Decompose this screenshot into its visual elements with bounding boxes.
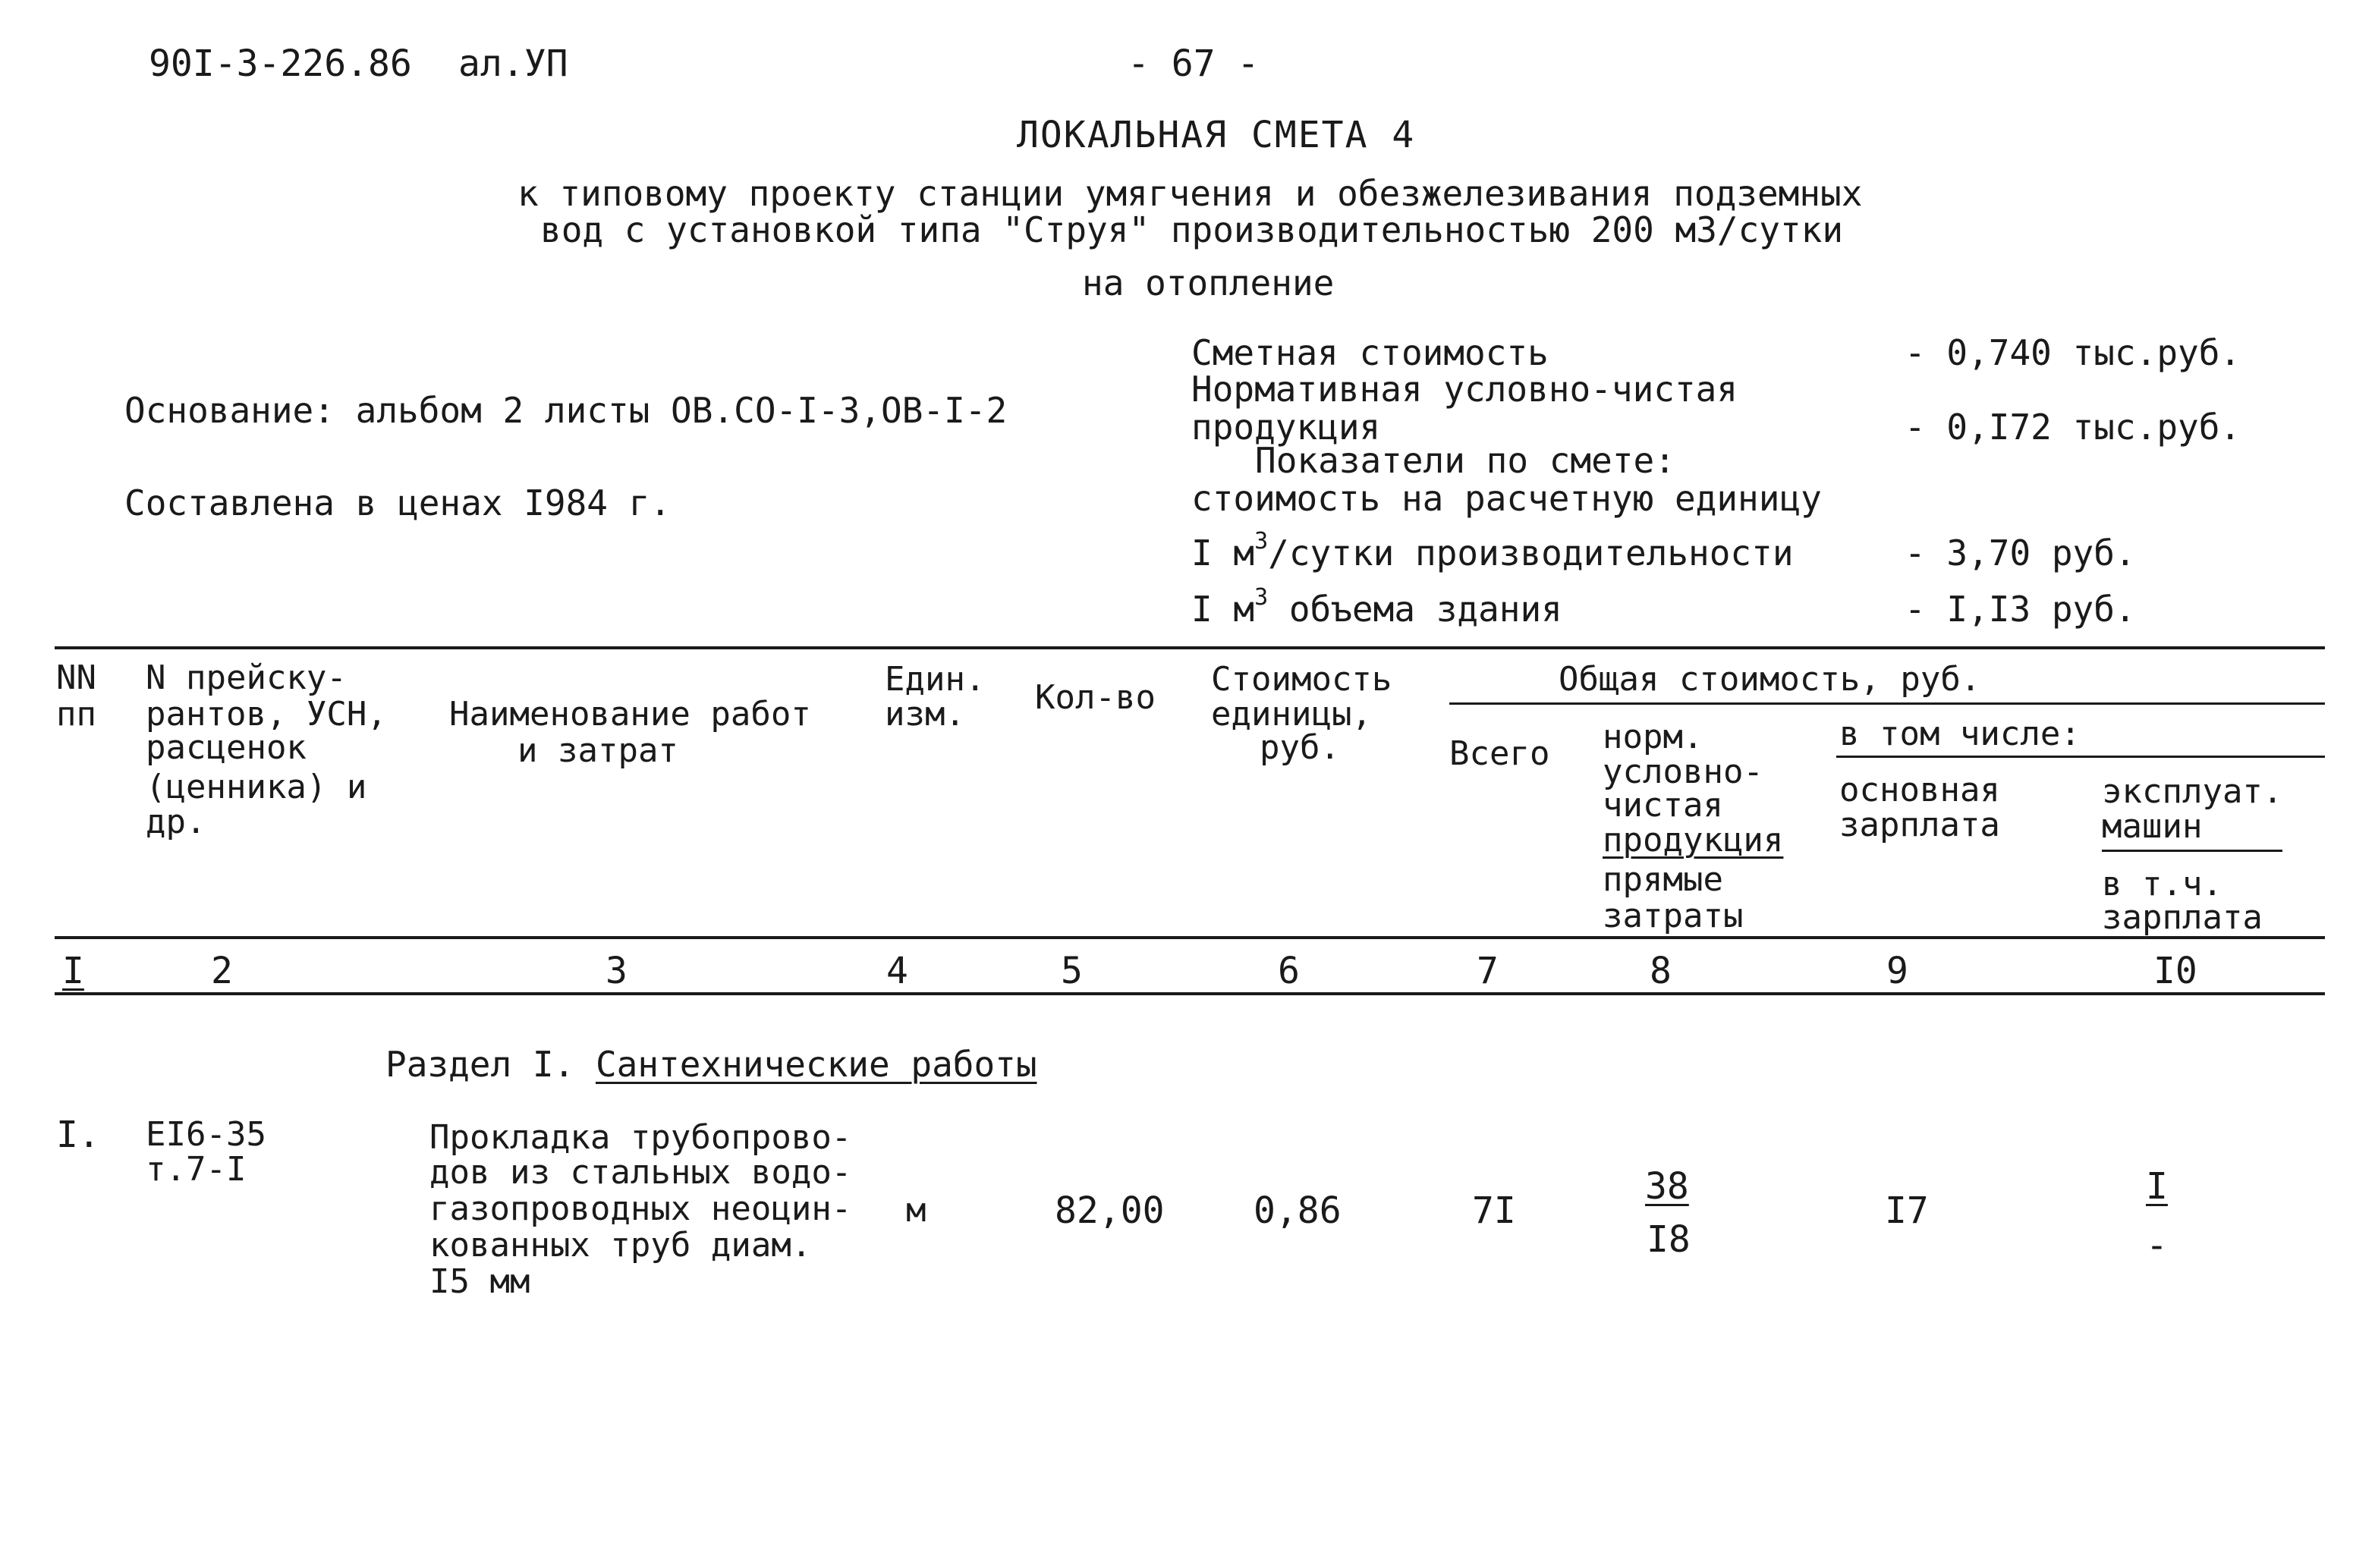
row-code-l1: EI6-35: [146, 1115, 266, 1154]
basis-prices: Составлена в ценах I984 г.: [124, 482, 672, 523]
row-desc-l5: I5 мм: [429, 1262, 530, 1301]
col10-header-l3: в т.ч.: [2102, 865, 2222, 903]
row-machines-salary: -: [2146, 1224, 2168, 1267]
column-number-7: 7: [1477, 950, 1499, 992]
col2-header-l1: N прейску-: [146, 658, 347, 697]
col6-header-l3: руб.: [1260, 728, 1340, 767]
col8-header-l3: чистая: [1603, 786, 1723, 825]
per-capacity-value: - 3,70 руб.: [1905, 533, 2136, 573]
total-group-rule: [1449, 702, 2325, 705]
basis-foundation: Основание: альбом 2 листы ОВ.СО-I-3,ОВ-I-2: [124, 390, 1008, 431]
normative-label-line1: Нормативная условно-чистая: [1191, 369, 1738, 410]
col2-header-l5: др.: [146, 803, 206, 841]
column-number-9: 9: [1886, 950, 1908, 992]
col10-header-l2: машин: [2102, 807, 2203, 846]
col6-header-l1: Стоимость: [1211, 660, 1392, 699]
table-top-rule: [55, 646, 2325, 649]
row-norm-production: 38: [1645, 1165, 1689, 1208]
col6-header-l2: единицы,: [1211, 695, 1372, 734]
per-capacity-label: I $м^3$/сутки производительности: [1191, 528, 1794, 573]
subtitle-line2: вод с установкой типа "Струя" производительностью 200 м3/сутки: [540, 209, 1844, 250]
col3-header-l2: и затрат: [517, 731, 678, 770]
column-number-2: 2: [211, 950, 233, 992]
per-volume-label: I $м^3$ объема здания: [1191, 584, 1562, 630]
col2-header-l4: (ценника) и: [146, 768, 367, 806]
col10-header-l1: эксплуат.: [2102, 772, 2283, 811]
column-number-4: 4: [886, 950, 908, 992]
row-base-salary: I7: [1885, 1189, 1929, 1232]
column-numbers-rule: [55, 992, 2325, 995]
per-volume-value: - I,I3 руб.: [1905, 589, 2136, 630]
row-unit: м: [906, 1191, 926, 1230]
document-code: 90I-3-226.86: [149, 42, 412, 85]
normative-label-line2: продукция: [1191, 407, 1381, 448]
col2-header-l3: расценок: [146, 728, 307, 767]
col1-header-l2: пп: [56, 695, 96, 734]
col5-header: Кол-во: [1035, 678, 1156, 717]
estimated-cost-value: - 0,740 тыс.руб.: [1905, 332, 2241, 373]
col1-header-l1: NN: [56, 658, 96, 697]
col3-header-l1: Наименование работ: [449, 695, 811, 734]
estimated-cost-label: Сметная стоимость: [1191, 332, 1549, 373]
indicators-heading: Показатели по смете:: [1255, 440, 1675, 481]
row-number: I.: [56, 1114, 100, 1156]
row-total: 7I: [1472, 1189, 1516, 1232]
col4-header-l1: Един.: [885, 660, 986, 699]
col9-header-l1: основная: [1839, 771, 2000, 809]
column-number-1: I: [62, 950, 84, 992]
column-number-5: 5: [1061, 950, 1083, 992]
row-desc-l3: газопроводных неоцин-: [429, 1189, 852, 1228]
including-header: в том числе:: [1839, 715, 2081, 753]
row-quantity: 82,00: [1055, 1189, 1165, 1232]
document-title: ЛОКАЛЬНАЯ СМЕТА 4: [1017, 114, 1416, 156]
col8-header-l4: продукция: [1603, 821, 1784, 859]
column-number-10: I0: [2153, 950, 2197, 992]
row-desc-l1: Прокладка трубопрово-: [429, 1118, 852, 1157]
header-bottom-rule: [55, 936, 2325, 939]
column-number-8: 8: [1650, 950, 1672, 992]
col8-header-l2: условно-: [1603, 753, 1763, 791]
normative-value: - 0,I72 тыс.руб.: [1905, 407, 2241, 448]
col8-header-l6: затраты: [1603, 897, 1744, 935]
machines-rule: [2102, 850, 2282, 852]
col2-header-l2: рантов, УСН,: [146, 695, 387, 734]
page-number: - 67 -: [1128, 42, 1260, 85]
col4-header-l2: изм.: [885, 695, 965, 734]
album-label: ал.УП: [458, 42, 568, 85]
including-rule: [1836, 756, 2325, 758]
unit-cost-label: стоимость на расчетную единицу: [1191, 478, 1822, 519]
column-number-6: 6: [1278, 950, 1300, 992]
subtitle-line3: на отопление: [1082, 262, 1335, 303]
subtitle-line1: к типовому проекту станции умягчения и обезжелезивания подземных: [517, 173, 1863, 214]
total-group-header: Общая стоимость, руб.: [1559, 660, 1981, 699]
row-unit-cost: 0,86: [1254, 1189, 1342, 1232]
section-prefix: Раздел I.: [385, 1044, 575, 1085]
row-desc-l4: кованных труб диам.: [429, 1226, 812, 1265]
col7-header: Всего: [1449, 734, 1550, 773]
column-number-3: 3: [606, 950, 628, 992]
section-heading: [385, 1044, 1037, 1085]
col10-header-l4: зарплата: [2102, 898, 2263, 937]
row-code-l2: т.7-I: [146, 1150, 247, 1189]
col9-header-l2: зарплата: [1839, 806, 2000, 844]
row-desc-l2: дов из стальных водо-: [429, 1153, 852, 1192]
col8-header-l1: норм.: [1603, 718, 1703, 756]
col8-header-l5: прямые: [1603, 860, 1723, 899]
row-direct-costs: I8: [1647, 1218, 1691, 1261]
row-machines: I: [2146, 1165, 2168, 1208]
section-name: Сантехнические работы: [595, 1044, 1037, 1085]
